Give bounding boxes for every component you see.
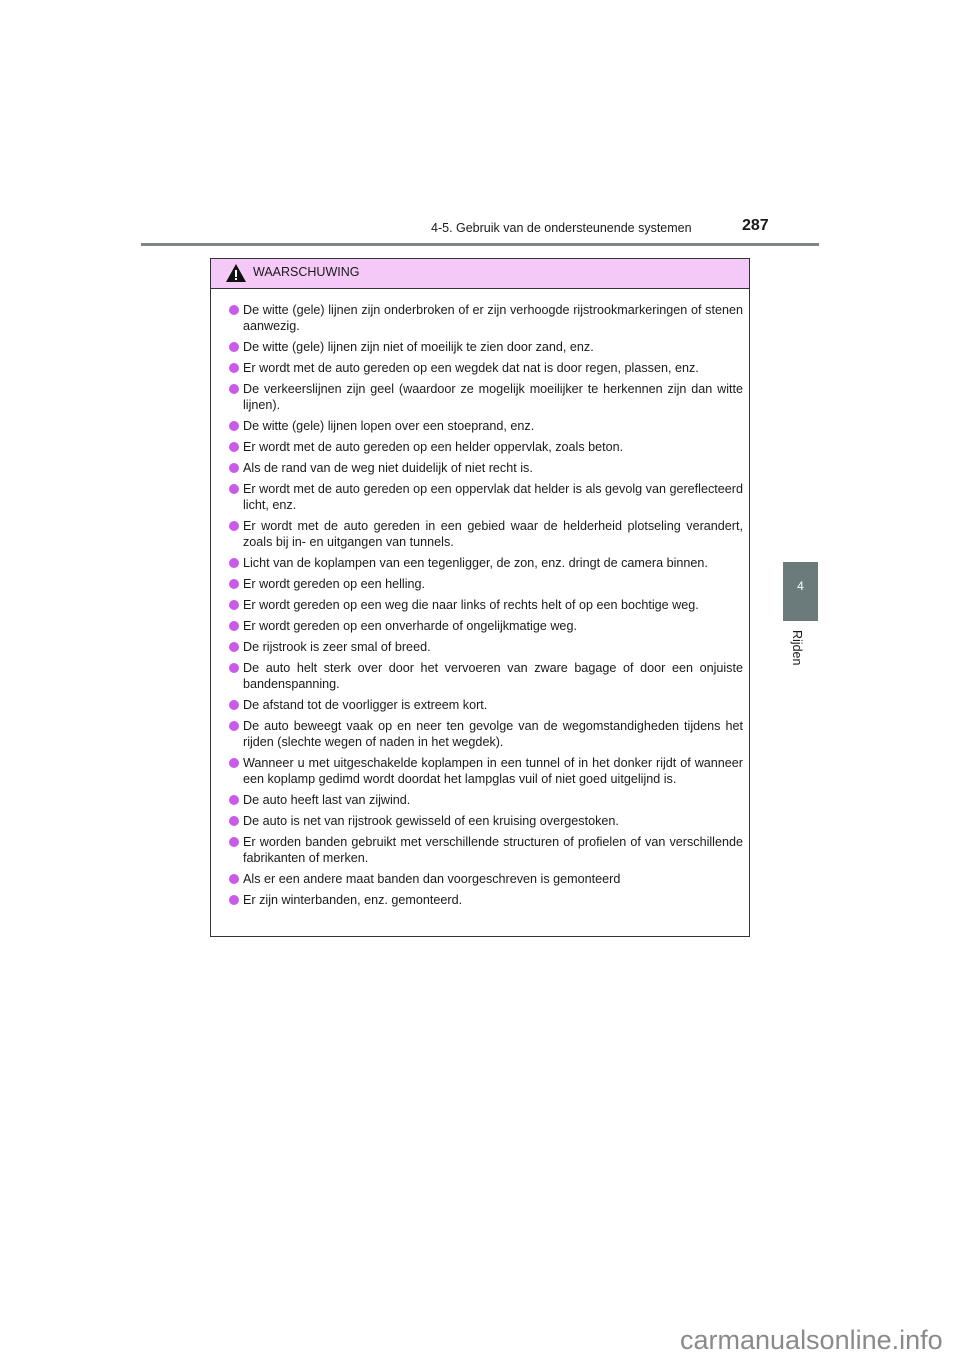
warning-item-text: Er worden banden gebruikt met verschillende structuren of profielen of van verschillende fabrikanten of merken. xyxy=(243,835,743,865)
bullet-icon xyxy=(229,442,239,452)
header-divider xyxy=(141,243,819,246)
warning-title: WAARSCHUWING xyxy=(253,265,360,279)
warning-item xyxy=(243,660,743,692)
bullet-icon xyxy=(229,384,239,394)
bullet-icon xyxy=(229,463,239,473)
warning-item-text: Er zijn winterbanden, enz. gemonteerd. xyxy=(243,893,463,907)
bullet-icon xyxy=(229,700,239,710)
warning-item-text: Er wordt met de auto gereden in een gebied waar de helderheid plotseling verandert, zoals bij in- en uitgangen van tunnels. xyxy=(243,519,743,549)
chapter-tab xyxy=(783,562,818,621)
warning-item-text: Er wordt gereden op een weg die naar links of rechts helt of op een bochtige weg. xyxy=(243,598,699,612)
bullet-icon xyxy=(229,558,239,568)
warning-item-text: Er wordt met de auto gereden op een helder oppervlak, zoals beton. xyxy=(243,440,624,454)
warning-item xyxy=(243,618,743,634)
bullet-icon xyxy=(229,795,239,805)
warning-item-text: Er wordt met de auto gereden op een oppervlak dat helder is als gevolg van gereflecteerd licht, enz. xyxy=(243,482,743,512)
bullet-icon xyxy=(229,342,239,352)
warning-item-text: Er wordt met de auto gereden op een wegdek dat nat is door regen, plassen, enz. xyxy=(243,361,699,375)
bullet-icon xyxy=(229,421,239,431)
warning-item-text: Als er een andere maat banden dan voorgeschreven is gemonteerd xyxy=(243,872,621,886)
bullet-icon xyxy=(229,721,239,731)
warning-item xyxy=(243,892,743,908)
warning-list xyxy=(211,289,749,908)
chapter-number: 4 xyxy=(797,579,804,593)
warning-item xyxy=(243,813,743,829)
warning-item xyxy=(243,381,743,413)
warning-item-text: De auto heeft last van zijwind. xyxy=(243,793,411,807)
warning-item xyxy=(243,792,743,808)
warning-item xyxy=(243,481,743,513)
bullet-icon xyxy=(229,895,239,905)
warning-item xyxy=(243,360,743,376)
warning-item-text: Er wordt gereden op een onverharde of ongelijkmatige weg. xyxy=(243,619,577,633)
warning-triangle-icon xyxy=(225,263,247,283)
bullet-icon xyxy=(229,363,239,373)
warning-item-text: De witte (gele) lijnen zijn niet of moeilijk te zien door zand, enz. xyxy=(243,340,594,354)
warning-item-text: De verkeerslijnen zijn geel (waardoor ze mogelijk moeilijker te herkennen zijn dan witte lijnen). xyxy=(243,382,743,412)
bullet-icon xyxy=(229,305,239,315)
warning-item-text: De auto is net van rijstrook gewisseld of een kruising overgestoken. xyxy=(243,814,619,828)
bullet-icon xyxy=(229,874,239,884)
bullet-icon xyxy=(229,600,239,610)
warning-item xyxy=(243,871,743,887)
warning-item-text: De witte (gele) lijnen lopen over een stoeprand, enz. xyxy=(243,419,535,433)
warning-item xyxy=(243,555,743,571)
warning-item-text: De auto beweegt vaak op en neer ten gevolge van de wegomstandigheden tijdens het rijden (slechte wegen of naden in het wegdek). xyxy=(243,719,743,749)
warning-item-text: Wanneer u met uitgeschakelde koplampen in een tunnel of in het donker rijdt of wanneer een koplamp gedimd wordt doordat het lampglas vuil of niet goed uitgelijnd is. xyxy=(243,756,743,786)
warning-item xyxy=(243,639,743,655)
bullet-icon xyxy=(229,758,239,768)
warning-item xyxy=(243,697,743,713)
bullet-icon xyxy=(229,837,239,847)
warning-item xyxy=(243,439,743,455)
bullet-icon xyxy=(229,579,239,589)
warning-item-text: Licht van de koplampen van een tegenligger, de zon, enz. dringt de camera binnen. xyxy=(243,556,708,570)
warning-item-text: Er wordt gereden op een helling. xyxy=(243,577,426,591)
bullet-icon xyxy=(229,521,239,531)
bullet-icon xyxy=(229,484,239,494)
warning-item xyxy=(243,755,743,787)
warning-item xyxy=(243,302,743,334)
watermark: carmanualsonline.info xyxy=(680,1325,943,1355)
warning-item xyxy=(243,460,743,476)
bullet-icon xyxy=(229,621,239,631)
warning-item xyxy=(243,834,743,866)
bullet-icon xyxy=(229,663,239,673)
bullet-icon xyxy=(229,642,239,652)
warning-item xyxy=(243,597,743,613)
warning-item xyxy=(243,718,743,750)
warning-item-text: De rijstrook is zeer smal of breed. xyxy=(243,640,431,654)
warning-item-text: De auto helt sterk over door het vervoeren van zware bagage of door een onjuiste bandenspanning. xyxy=(243,661,743,691)
warning-item xyxy=(243,576,743,592)
bullet-icon xyxy=(229,816,239,826)
warning-item xyxy=(243,339,743,355)
warning-item-text: Als de rand van de weg niet duidelijk of niet recht is. xyxy=(243,461,533,475)
warning-item xyxy=(243,418,743,434)
warning-item-text: De afstand tot de voorligger is extreem kort. xyxy=(243,698,488,712)
page-number: 287 xyxy=(742,217,769,234)
section-title: 4-5. Gebruik van de ondersteunende systemen xyxy=(431,221,692,235)
warning-item-text: De witte (gele) lijnen zijn onderbroken of er zijn verhoogde rijstrookmarkeringen of stenen aanwezig. xyxy=(243,303,743,333)
warning-box xyxy=(210,258,750,937)
chapter-title: Rijden xyxy=(790,630,804,666)
warning-item xyxy=(243,518,743,550)
warning-header xyxy=(211,259,749,289)
